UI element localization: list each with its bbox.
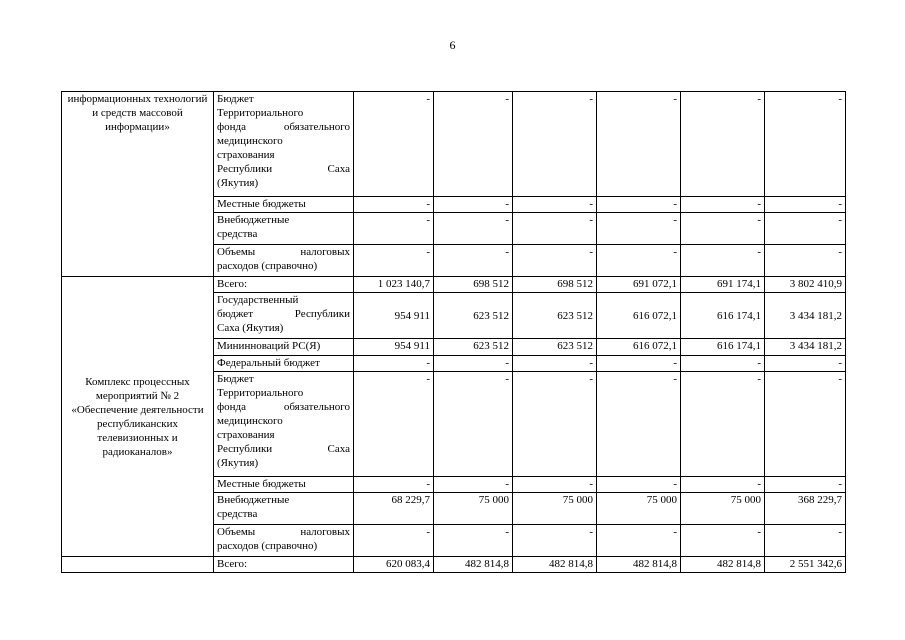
value-cell: - <box>681 197 765 213</box>
value-cell: 616 072,1 <box>597 339 681 356</box>
funding-source-cell <box>214 493 354 525</box>
value-cell: 691 174,1 <box>681 277 765 293</box>
value-cell: - <box>513 372 597 477</box>
source-line: Территориального <box>217 387 304 399</box>
source-line: Внебюджетные <box>217 214 290 226</box>
source-line: Государственный <box>217 294 299 306</box>
value-cell: 3 802 410,9 <box>765 277 846 293</box>
value-cell: - <box>681 213 765 245</box>
source-line: расходов (справочно) <box>217 540 318 552</box>
value-cell: 75 000 <box>513 493 597 525</box>
value-cell: 482 814,8 <box>597 557 681 573</box>
value-cell: 3 434 181,2 <box>765 339 846 356</box>
source-line: Местные бюджеты <box>217 478 306 490</box>
source-line: Бюджет <box>217 373 254 385</box>
program-name-cell: Комплекс процессных мероприятий № 2 «Обеспечение деятельности республиканских телевизионных и радиоканалов» <box>62 277 214 557</box>
value-cell: - <box>681 372 765 477</box>
value-cell: - <box>434 213 513 245</box>
value-cell: - <box>765 197 846 213</box>
value-cell: 616 174,1 <box>681 293 765 339</box>
value-cell: - <box>681 245 765 277</box>
value-cell: - <box>597 477 681 493</box>
value-cell: - <box>597 525 681 557</box>
funding-source-cell <box>214 477 354 493</box>
source-line: Всего: <box>217 558 248 570</box>
funding-source-cell <box>214 525 354 557</box>
value-cell: - <box>434 477 513 493</box>
value-cell: 616 174,1 <box>681 339 765 356</box>
funding-source-cell <box>214 92 354 197</box>
source-line: (Якутия) <box>217 457 259 469</box>
value-cell: 623 512 <box>434 339 513 356</box>
source-line: фонда обязательного <box>217 121 350 133</box>
value-cell: - <box>434 356 513 372</box>
value-cell: 75 000 <box>597 493 681 525</box>
source-line: Республики Саха <box>217 443 350 455</box>
source-line: бюджет Республики <box>217 308 350 320</box>
value-cell: 954 911 <box>354 293 434 339</box>
value-cell: 3 434 181,2 <box>765 293 846 339</box>
budget-table-body <box>62 92 846 573</box>
value-cell: 623 512 <box>513 339 597 356</box>
source-line: Объемы налоговых <box>217 246 350 258</box>
value-cell: - <box>597 213 681 245</box>
value-cell: - <box>434 372 513 477</box>
source-line: средства <box>217 508 258 520</box>
table-row <box>62 277 846 293</box>
funding-source-cell <box>214 557 354 573</box>
value-cell: - <box>513 197 597 213</box>
total-row <box>62 557 846 573</box>
value-cell: - <box>681 356 765 372</box>
value-cell: - <box>354 213 434 245</box>
source-line: медицинского <box>217 415 283 427</box>
funding-source-cell <box>214 245 354 277</box>
value-cell: - <box>354 197 434 213</box>
value-cell: - <box>354 525 434 557</box>
value-cell: - <box>513 477 597 493</box>
value-cell: - <box>681 477 765 493</box>
source-line: страхования <box>217 149 275 161</box>
value-cell: - <box>354 477 434 493</box>
source-line: расходов (справочно) <box>217 260 318 272</box>
value-cell: - <box>597 92 681 197</box>
value-cell: 68 229,7 <box>354 493 434 525</box>
source-line: фонда обязательного <box>217 401 350 413</box>
value-cell: - <box>765 92 846 197</box>
value-cell: 2 551 342,6 <box>765 557 846 573</box>
value-cell: - <box>597 197 681 213</box>
source-line: Территориального <box>217 107 304 119</box>
source-line: Местные бюджеты <box>217 198 306 210</box>
funding-source-cell <box>214 213 354 245</box>
source-line: Всего: <box>217 278 248 290</box>
value-cell: - <box>765 372 846 477</box>
funding-source-cell <box>214 372 354 477</box>
value-cell: 482 814,8 <box>681 557 765 573</box>
page-number: 6 <box>449 38 456 52</box>
value-cell: - <box>354 92 434 197</box>
value-cell: - <box>434 92 513 197</box>
value-cell: 698 512 <box>434 277 513 293</box>
value-cell: 698 512 <box>513 277 597 293</box>
funding-source-cell <box>214 339 354 356</box>
value-cell: - <box>681 92 765 197</box>
value-cell: - <box>765 245 846 277</box>
source-line: Бюджет <box>217 93 254 105</box>
source-line: страхования <box>217 429 275 441</box>
program-name-cell: информационных технологий и средств массовой информации» <box>62 92 214 277</box>
source-line: Мининноваций РС(Я) <box>217 340 321 352</box>
value-cell: 482 814,8 <box>513 557 597 573</box>
funding-source-cell <box>214 197 354 213</box>
table-row <box>62 92 846 197</box>
value-cell: - <box>354 245 434 277</box>
value-cell: 691 072,1 <box>597 277 681 293</box>
program-name-cell-empty <box>62 557 214 573</box>
source-line: Объемы налоговых <box>217 526 350 538</box>
funding-source-cell <box>214 277 354 293</box>
value-cell: - <box>513 92 597 197</box>
value-cell: - <box>765 213 846 245</box>
value-cell: 1 023 140,7 <box>354 277 434 293</box>
source-line: медицинского <box>217 135 283 147</box>
value-cell: 954 911 <box>354 339 434 356</box>
value-cell: - <box>765 477 846 493</box>
value-cell: - <box>597 245 681 277</box>
budget-table <box>61 91 846 573</box>
value-cell: - <box>434 245 513 277</box>
source-line: Республики Саха <box>217 163 350 175</box>
value-cell: 623 512 <box>513 293 597 339</box>
source-line: Федеральный бюджет <box>217 357 320 369</box>
source-line: Внебюджетные <box>217 494 290 506</box>
value-cell: - <box>513 245 597 277</box>
value-cell: 623 512 <box>434 293 513 339</box>
value-cell: - <box>354 356 434 372</box>
value-cell: 616 072,1 <box>597 293 681 339</box>
value-cell: 75 000 <box>434 493 513 525</box>
value-cell: - <box>597 356 681 372</box>
value-cell: 75 000 <box>681 493 765 525</box>
funding-source-cell <box>214 293 354 339</box>
value-cell: 620 083,4 <box>354 557 434 573</box>
value-cell: - <box>513 356 597 372</box>
value-cell: - <box>513 525 597 557</box>
value-cell: - <box>434 197 513 213</box>
value-cell: - <box>597 372 681 477</box>
value-cell: - <box>354 372 434 477</box>
source-line: (Якутия) <box>217 177 259 189</box>
funding-source-cell <box>214 356 354 372</box>
value-cell: - <box>681 525 765 557</box>
value-cell: - <box>765 356 846 372</box>
value-cell: - <box>434 525 513 557</box>
source-line: Саха (Якутия) <box>217 322 284 334</box>
value-cell: - <box>765 525 846 557</box>
value-cell: 368 229,7 <box>765 493 846 525</box>
value-cell: 482 814,8 <box>434 557 513 573</box>
value-cell: - <box>513 213 597 245</box>
source-line: средства <box>217 228 258 240</box>
